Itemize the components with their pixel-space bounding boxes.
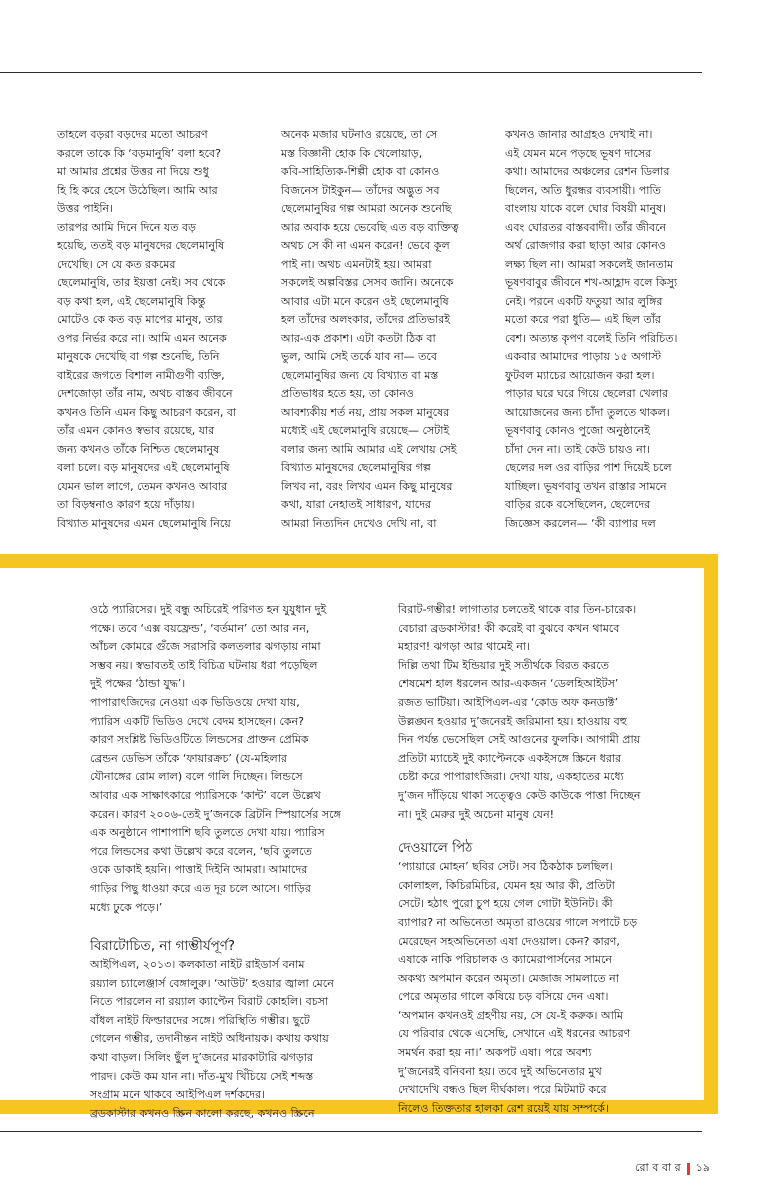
text-line: হয়েছি, ততই বড় মানুষদের ছেলেমানুষি	[57, 239, 225, 252]
text-line: ছেলের দল ওর বাড়ির পাশ দিয়েই চলে	[505, 461, 672, 474]
text-line: তাহলে বড়রা বড়দের মতো আচরণ	[57, 128, 208, 141]
text-line: অথচ সে কী না এমন করেন! ভেবে কূল	[281, 239, 450, 252]
text-line: ওপর নির্ভর করে না। আমি এমন অনেক	[57, 331, 227, 345]
text-line: আবার এক সাক্ষাৎকারে প্যারিসকে ‘কান্ট’ বলে উল্লেখ	[90, 788, 321, 802]
text-line: হি হি করে হেসে উঠেছিল। আমি আর	[57, 183, 218, 197]
text-line: অর্থ রোজগার করা ছাড়া আর কোনও	[505, 239, 666, 252]
text-line: প্রতিভাধর হতে হয়, তা কোনও	[281, 387, 414, 400]
text-line: কোলাহল, কিচিরমিচির, যেমন হয় আর কী, প্রতিটা	[398, 878, 615, 892]
text-line: দেশজোড়া তাঁর নাম, অথচ বাস্তব জীবনে	[57, 387, 233, 400]
text-line: বাংলায় যাকে বলে ঘোর বিষয়ী মানুষ।	[505, 202, 667, 215]
text-line: বিজনেস টাইকুন— তাঁদের অদ্ভুত সব	[281, 183, 440, 197]
text-line: উত্তর পাইনি।	[57, 202, 114, 215]
text-line: পাই না। অথচ এমনটাই হয়। আমরা	[281, 257, 432, 271]
text-line: বলা চলে। বড় মানুষদের এই ছেলেমানুষি	[57, 461, 230, 474]
text-line: এবং ঘোরতর বাস্তববাদী। তাঁর জীবনে	[505, 220, 667, 234]
text-line: জন্য কখনও তাঁকে নিশ্চিত ছেলেমানুষ	[57, 442, 220, 456]
article-column-2	[281, 126, 486, 533]
text-line: ছেলেমানুষি, তার ইয়ত্তা নেই। সব থেকে	[57, 276, 226, 289]
text-line: মোটেও কে কত বড় মাপের মানুষ, তার	[57, 313, 223, 326]
text-line: আঁচল কোমরে গুঁজে সরাসরি কলতলার ঝগড়ায় নামা	[90, 640, 321, 654]
text-line: মা আমার প্রশ্নের উত্তর না দিয়ে শুধু	[57, 165, 209, 178]
text-line: মস্ত বিজ্ঞানী হোক কি খেলোয়াড়,	[281, 146, 423, 160]
text-line: বড় কথা হল, এই ছেলেমানুষি কিন্তু	[57, 294, 206, 308]
text-line: ছিলেন, অতি ধুরন্ধর ব্যবসায়ী। পাতি	[505, 183, 661, 197]
text-line: দু’জন দাঁড়িয়ে থাকা সত্ত্বেও কেউ কাউকে পাত্তা দিচ্ছেন	[398, 788, 641, 802]
text-line: দিন পর্যন্ত ভেসেছিল সেই আগুনের ফুলকি। আগামী প্রায়	[398, 733, 641, 747]
text-line: দুই পক্ষের ‘ঠান্ডা যুদ্ধ’।	[90, 677, 186, 691]
text-line: ‘অপমান কখনওই গ্রহণীয় নয়, সে যে-ই করুক। আমি	[398, 1008, 624, 1022]
text-line: মহারণ! ঝগড়া আর থামেই না।	[398, 640, 530, 654]
text-line: ব্রেন্ডন ডেভিস তাঁকে ‘ফায়ারক্রচ’ (যে-মহিলার	[90, 751, 287, 765]
article-column-3	[505, 126, 715, 533]
text-line: তাঁর এমন কোনও স্বভাব রয়েছে, যার	[57, 424, 215, 437]
text-line: ছেলেমানুষির জন্য যে বিখ্যাত বা মস্ত	[281, 368, 439, 382]
text-line: তারপর আমি দিনে দিনে যত বড়	[57, 220, 196, 234]
text-line: মানুষকে দেখেছি বা গল্প শুনেছি, তিনি	[57, 350, 220, 363]
magazine-name: রো ব বা র	[635, 1161, 681, 1174]
text-line: ব্রডকাস্টার কখনও স্ক্রিন কালো করছে, কখনও স্ক্রিনে	[90, 1106, 315, 1120]
text-line: কখনও তিনি এমন কিছু আচরণ করেন, বা	[57, 405, 237, 419]
box-column-1	[90, 601, 375, 1123]
text-line: পক্ষে। তবে ‘এক্স বয়ফ্রেন্ড’, ‘বর্তমান’ তো আর নন,	[90, 621, 310, 635]
text-line: কবি-সাহিত্যিক-শিল্পী হোক বা কোনও	[281, 165, 440, 178]
text-line: যাচ্ছিল। ভূষণবাবু তখন রাস্তার সামনে	[505, 479, 667, 493]
bottom-rule	[0, 1131, 702, 1132]
footer-divider	[687, 1163, 690, 1175]
text-line: এষাকে নাকি পরিচালক ও ক্যামেরাপার্সনের সামনে	[398, 953, 612, 967]
text-line: দেখেছি। সে যে কত রকমের	[57, 257, 176, 271]
text-line: শেষমেশ হাল ধরলেন আর-একজন ‘ডেলহিআইটস’	[398, 677, 619, 691]
text-line: বিরাট-গম্ভীর! লাগাতার চলতেই থাকে বার তিন-চারেক।	[398, 603, 637, 616]
text-line: যে পরিবার থেকে এসেছি, সেখানে এই ধরনের আচরণ	[398, 1027, 631, 1041]
page-footer	[635, 1159, 710, 1178]
text-line: ব্যাপার? না অভিনেতা অমৃতা রাওয়ের গালে সপাটে চড়	[398, 915, 638, 929]
text-line: পেরে অমৃতার গালে কষিয়ে চড় বসিয়ে দেন এষা।	[398, 990, 609, 1004]
box-column-2-part-b	[398, 858, 688, 1118]
text-line: কখনও জানার আগ্রহও দেখাই না।	[505, 128, 653, 141]
text-line: ওঠে প্যারিসের। দুই বন্ধু অচিরেই পরিণত হন যুযুধান দুই	[90, 603, 327, 616]
text-line: ভুল, আমি সেই তর্কে যাব না— তবে	[281, 350, 437, 363]
text-line: আইপিএল, ২০১৩। কলকাতা নাইট রাইডার্স বনাম	[90, 958, 305, 972]
text-line: প্রতিটা ম্যাচেই দুই ক্যাপ্টেনকে একইসঙ্গে স্ক্রিনে ধরার	[398, 751, 622, 765]
text-line: বাঁধল নাইট ফিল্ডারদের সঙ্গে। পরিস্থিতি গম্ভীর। ছুটে	[90, 1013, 310, 1027]
text-line: আবশ্যকীয় শর্ত নয়, প্রায় সকল মানুষের	[281, 405, 450, 419]
text-line: বিখ্যাত মানুষদের ছেলেমানুষির গল্প	[281, 461, 431, 474]
text-line: জিজ্ঞেস করলেন— ‘কী ব্যাপার দল	[505, 516, 656, 530]
text-line: আমরা নিত্যদিন দেখেও দেখি না, বা	[281, 516, 437, 530]
text-line: অনেক মজার ঘটনাও রয়েছে, তা সে	[281, 128, 438, 141]
box-column-1-part-b	[90, 956, 375, 1123]
text-line: সম্ভব নয়। স্বভাবতই তাই বিচিত্র ঘটনায় ধরা পড়েছিল	[90, 658, 318, 672]
text-line: হল তাঁদের অলংকার, তাঁদের প্রতিভারই	[281, 313, 451, 326]
text-line: চেষ্টা করে পাপারাৎজিরা। দেখা যায়, একহাতের মধ্যে	[398, 770, 624, 784]
text-line: বেশ। অত্যন্ত কৃপণ বলেই তিনি পরিচিত।	[505, 331, 678, 345]
text-line: বাইরের জগতে বিশাল নামীগুণী ব্যক্তি,	[57, 368, 225, 382]
text-line: সংগ্রাম মনে থাকবে আইপিএল দর্শকদের।	[90, 1088, 266, 1102]
text-line: লক্ষ্য ছিল না। আমরা সকলেই জানতাম	[505, 257, 674, 271]
text-line: আর অবাক হয়ে ভেবেছি এত বড় ব্যক্তিত্ব	[281, 220, 459, 234]
text-line: সকলেই অল্পবিস্তর সেসব জানি। অনেকে	[281, 276, 454, 289]
top-rule	[0, 72, 702, 73]
text-line: অকথ্য অপমান করেন অমৃতা। মেজাজ সামলাতে না	[398, 971, 619, 985]
page-number: ১৯	[695, 1161, 710, 1174]
text-line: ওকে ডাকাই হয়নি। পাত্তাই দিইনি আমরা। আমাদের	[90, 863, 308, 877]
text-line: আবার এটা মনে করেন ওই ছেলেমানুষি	[281, 294, 449, 308]
text-line: পাপারাৎজিদের নেওয়া এক ভিডিওয়ে দেখা যায়,	[90, 695, 300, 709]
box-column-1-part-a	[90, 601, 375, 917]
box-subheading-2: দেওয়ালে পিঠ	[398, 840, 473, 857]
text-line: সেটে। হঠাৎ পুরো চুপ হয়ে গেল গোটা ইউনিট। কী	[398, 897, 613, 911]
text-line: কথা বাড়ল। সিলিং ছুঁল দু’জনের মারকাটারি ঝগড়ার	[90, 1051, 314, 1065]
box-column-2	[398, 601, 688, 1118]
text-line: বাড়ির রকে বসেছিলেন, ছেলেদের	[505, 498, 651, 511]
text-line: কথা। আমাদের অঞ্চলের রেশন ডিলার	[505, 165, 670, 178]
text-line: নিলেও তিক্ততার হালকা রেশ রয়েই যায় সম্পর্কে।	[398, 1101, 609, 1115]
text-line: ‘প্যায়ারে মোহন’ ছবির সেট। সব ঠিকঠাক চলছিল।	[398, 860, 613, 874]
text-line: গেলেন গম্ভীর, তদানীন্তন নাইট অধিনায়ক। কথায় কথায়	[90, 1032, 329, 1046]
article-column-1	[57, 126, 262, 533]
text-line: চাঁদা দেন না। তাই কেউ চায়ও না।	[505, 442, 650, 456]
text-line: এক অনুষ্ঠানে পাশাপাশি ছবি তুলতে দেখা যায়। প্যারিস	[90, 826, 325, 840]
text-line: না। দুই মেরুর দুই অচেনা মানুষ যেন!	[398, 807, 555, 821]
text-line: পাড়ার ঘরে ঘরে গিয়ে ছেলেরা খেলার	[505, 387, 669, 400]
text-line: দু’জনেরই বনিবনা হয়। তবে দুই অভিনেতার মুখ	[398, 1064, 602, 1078]
text-line: মধ্যে ঢুকে পড়ে।’	[90, 900, 163, 914]
text-line: উল্লঙ্ঘন হওয়ার দু’জনেরই জরিমানা হয়। হাওয়ায় বহু	[398, 714, 627, 728]
text-line: দেখাদেখি বন্ধও ছিল দীর্ঘকাল। পরে মিটমাট করে	[398, 1083, 607, 1097]
text-line: বিখ্যাত মানুষদের এমন ছেলেমানুষি নিয়ে	[57, 516, 231, 530]
text-line: সমর্থন করা হয় না।’ অকপট এষা। পরে অবশ্য	[398, 1046, 592, 1060]
text-line: মেরেছেন সহঅভিনেতা এষা দেওয়াল। কেন? কারণ,	[398, 934, 620, 948]
text-line: লিখব না, বরং লিখব এমন কিছু মানুষের	[281, 479, 453, 493]
text-line: বলার জন্য আমি আমার এই লেখায় সেই	[281, 442, 457, 456]
text-line: করলে তাকে কি ‘বড়মানুষি’ বলা হবে?	[57, 146, 221, 160]
text-line: ছেলেমানুষির গল্প আমরা অনেক শুনেছি	[281, 202, 452, 215]
text-line: গাড়ির পিছু ধাওয়া করে এত দূর চলে আসে। গাড়ির	[90, 881, 311, 895]
text-line: দিল্লি তথা টিম ইন্ডিয়ার দুই সতীর্থকে বিরত করতে	[398, 658, 609, 672]
text-line: যৌনাঙ্গের রোম লাল) বলে গালি দিচ্ছেন। লিন্ডসে	[90, 770, 303, 784]
text-line: মধ্যেই এই ছেলেমানুষি রয়েছে— সেটাই	[281, 424, 450, 437]
text-line: ভূষণবাবুর জীবনে শখ-আহ্লাদ বলে কিস্যু	[505, 276, 678, 289]
box-column-2-part-a	[398, 601, 688, 824]
text-line: মতো করে পরা ধুতি— এই ছিল তাঁর	[505, 313, 661, 326]
text-line: কথা, যারা নেহাতই সাধারণ, যাদের	[281, 498, 432, 511]
text-line: তা বিড়ম্বনাও কারণ হয়ে দাঁড়ায়।	[57, 498, 195, 511]
text-line: করেন। কারণ ২০০৬-তেই দু’জনকে ব্রিটনি স্পিয়ার্সের সঙ্গে	[90, 807, 341, 821]
text-line: একবার আমাদের পাড়ায় ১৫ অগাস্ট	[505, 350, 662, 363]
text-line: এই যেমন মনে পড়ছে ভূষণ দাসের	[505, 146, 652, 160]
text-line: নিতে পারলেন না রয়্যাল ক্যাপ্টেন বিরাট কোহলি। বচসা	[90, 995, 329, 1009]
text-line: প্যারিস একটি ভিডিও দেখে বেদম হাসছেন। কেন?	[90, 714, 304, 728]
text-line: যেমন ভাল লাগে, তেমন কখনও আবার	[57, 479, 228, 493]
text-line: রজত ভাটিয়া। আইপিএল-এর ‘কোড অফ কনডাক্ট’	[398, 695, 619, 709]
text-line: আর-এক প্রকাশ। এটা কতটা ঠিক বা	[281, 331, 436, 345]
text-line: বেচারা ব্রডকাস্টার! কী করেই বা বুঝবে কখন থামবে	[398, 621, 620, 635]
text-line: পারদ। কেউ কম যান না। দাঁত-মুখ খিঁচিয়ে সেই শব্দস্ত	[90, 1069, 314, 1083]
text-line: ভূষণবাবু কোনও পুজো অনুষ্ঠানেই	[505, 424, 650, 437]
text-line: রয়্যাল চ্যালেঞ্জার্স বেঙ্গালুরু। ‘আউট’ হওয়ার জ্বালা মেনে	[90, 976, 334, 990]
text-line: কারণ সংশ্লিষ্ট ভিডিওটিতে লিন্ডসের প্রাক্তন প্রেমিক	[90, 733, 309, 747]
text-line: পরে লিন্ডসের কথা উল্লেখ করে বলেন, ‘ছবি তুলতে	[90, 844, 312, 858]
text-line: নেই। পরনে একটি ফতুয়া আর লুঙ্গির	[505, 294, 663, 308]
box-subheading-1: বিরাটোচিত, না গাম্ভীর্যপূর্ণ?	[90, 938, 236, 955]
text-line: ফুটবল ম্যাচের আয়োজন করা হল।	[505, 368, 655, 382]
text-line: আয়োজনের জন্য চাঁদা তুলতে থাকল।	[505, 405, 670, 419]
